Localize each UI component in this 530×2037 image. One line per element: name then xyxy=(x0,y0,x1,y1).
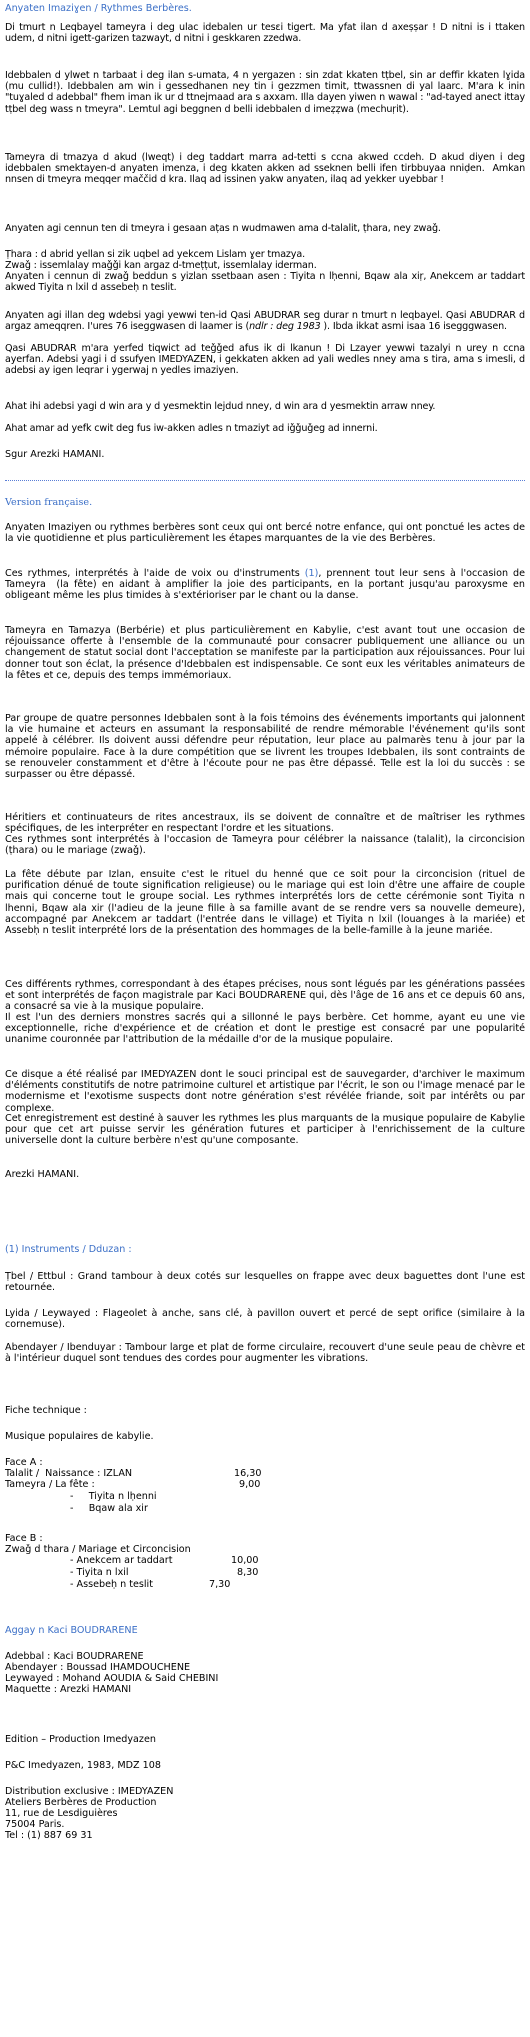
kab-paragraph-5b: Zwaǧ : issemlalay maǧǧi kan argaz d-tmeṭṭut, issemlalay iderman. xyxy=(5,260,317,271)
edition-production: Edition – Production Imedyazen xyxy=(5,1734,156,1745)
fr-paragraph-2b: , prennent tout leur sens à l'occasion de Tameyra (la fête) en aidant à amplifier la joie des participants, en la portant jusqu'au paroxysme en obligeant même les plus timides à s'extérioriser par le chant ou la danse. xyxy=(5,568,529,602)
kab-paragraph-6a: Anyaten agi illan deg wdebsi yagi yewwi ten-id Qasi ABUDRAR seg durar n tmurt n leqbayel. Qasi ABUDRAR d argaz ameqqren. I'ures 76 iseggwasen di laamer is ( xyxy=(5,310,528,333)
kab-paragraph-5c: Anyaten i cennun di zwaǧ beddun s yizlan ssetbaan asen : Tiyita n lḥenni, Bqaw ala xiṛ, Anekcem ar taddart akwed Tiyita n lxil d assebeḥ n teslit. xyxy=(5,271,528,294)
fr-paragraph-7b: Il est l'un des derniers monstres sacrés qui a sillonné le pays berbère. Cet homme, ayant eu une vie exceptionnelle, riche d'expérience et de création et dont le prestige est consacré par une popularité unanime couronnée par l'attribution de la médaille d'or de la musique populaire. xyxy=(5,1012,529,1046)
kab-paragraph-1: Di tmurt n Leqbayel tameyra i deg ulac idebalen ur tesɛi tigert. Ma yfat ilan d axeṣṣar ! D nitni is i ttaken udem, d nitni igett-garizen tazwayt, d nitni i geskkaren zzedwa. xyxy=(5,22,528,45)
face-b-label: Face B : xyxy=(5,1533,43,1544)
edition-copyright: P&C Imedyazen, 1983, MDZ 108 xyxy=(5,1760,161,1771)
fr-paragraph-1: Anyaten Imaziyen ou rythmes berbères sont ceux qui ont bercé notre enfance, qui ont ponctué les actes de la vie quotidienne et plus particulièrement les étapes marquantes de la vie des Berbères. xyxy=(5,522,529,545)
fr-paragraph-2a: Ces rythmes, interprétés à l'aide de voix ou d'instruments xyxy=(5,568,305,579)
credit-leywayed: Leywayed : Mohand AOUDIA & Said CHEBINI xyxy=(5,1673,219,1684)
kab-paragraph-5a: Ṭhara : d abrid yellan si zik uqbel ad yekcem Lislam ɣer tmazya. xyxy=(5,249,305,260)
face-a-label: Face A : xyxy=(5,1457,43,1468)
instrument-tbel: Ṭbel / Ettbul : Grand tambour à deux cotés sur lesquelles on frappe avec deux baguettes dont l'une est retournée. xyxy=(5,1271,529,1294)
header-link[interactable]: Anyaten Imaziɣen / Rythmes Berbères. xyxy=(5,3,192,14)
kab-paragraph-6b: ). Ibda ikkat asmi isaa 16 isegggwasen. xyxy=(320,321,507,333)
footnote-ref-link[interactable]: (1) xyxy=(304,568,319,579)
distribution-line-4: 75004 Paris. xyxy=(5,1819,65,1830)
fr-paragraph-7a: Ces différents rythmes, correspondant à des étapes précises, nous sont légués par les générations passées et sont interprétés de façon magistrale par Kaci BOUDRARENE qui, dès l'âge de 16 ans et ce depuis 60 ans, a consacré sa vie à la musique populaire. xyxy=(5,979,529,1013)
kab-signature: Sgur Arezki HAMANI. xyxy=(5,449,105,460)
aggay-link[interactable]: Aggay n Kaci BOUDRARENE xyxy=(5,1625,138,1636)
kab-paragraph-3: Tameyra di tmazya d akud (lweqt) i deg taddart marra ad-tetti s ccna akwed ccdeh. D akud diyen i deg idebbalen smektayen-d anyaten imenza, i deg kkaten akken ad sseknen belli ifen tirbbuyaa nniḍen. Amkan nnsen di tmeyra meqqer maččid d kra. Ilaq ad issinen yakw anyaten, ilaq ad yekker uyebbar ! xyxy=(5,152,528,186)
distribution-phone: Tel : (1) 887 69 31 xyxy=(5,1830,93,1841)
kab-editor-note: ndlr : deg 1983 xyxy=(249,321,321,333)
credit-adebbal: Adebbal : Kaci BOUDRARENE xyxy=(5,1651,144,1662)
face-b-row-2: - Anekcem ar taddart xyxy=(70,1555,173,1566)
dotted-divider xyxy=(5,480,525,481)
kab-paragraph-6d: Ahat ihi adebsi yagi d win ara y d yesmektin lejdud nney, d win ara d yesmektin arraw nney. xyxy=(5,401,436,412)
fiche-title: Fiche technique : xyxy=(5,1405,87,1416)
fr-signature: Arezki HAMANI. xyxy=(5,1169,80,1180)
face-a-row-3: - Tiyita n lḥenni xyxy=(70,1491,157,1502)
distribution-line-1: Distribution exclusive : IMEDYAZEN xyxy=(5,1786,174,1797)
face-b-row-1: Zwaǧ d thara / Mariage et Circoncision xyxy=(5,1544,191,1555)
face-b-row-3: - Tiyita n lxil xyxy=(70,1567,129,1578)
face-b-row-4: - Assebeḥ n teslit xyxy=(70,1579,153,1590)
fr-paragraph-8b: Cet enregistrement est destiné à sauver les rythmes les plus marquants de la musique populaire de Kabylie pour que cet art puisse servir les génération futures et participer à l'enrichissement de la culture universelle dont la culture berbère n'est qu'une composante. xyxy=(5,1113,529,1147)
face-b-row-4-time: 7,30 xyxy=(209,1579,231,1590)
kab-paragraph-6c: Qasi ABUDRAR m'ara yerfed tiqwict ad teǧǧed afus ik di lkanun ! Di Lzayer yewwi tazalyi n urey n ccna ayerfan. Adebsi yagi i d ssufyen IMEDYAZEN, i gekkaten akken ad yali wedles nney ama s tira, ama s imesli, d adebsi ay igen leqrar i ygerwaj n yedles imaziyen. xyxy=(5,343,528,377)
french-version-link[interactable]: Version française. xyxy=(5,497,93,508)
fr-paragraph-6: La fête débute par Izlan, ensuite c'est le rituel du henné que ce soit pour la circoncision (rituel de purification dénué de toute signification religieuse) ou le mariage qui est loin d'être une affaire de couple mais qui concerne tout le groupe social. Les rythmes interprétés lors de cette cérémonie sont Tiyita n lhenni, Bqaw ala xir (l'adieu de la jeune fille à sa famille avant de se rendre vers sa nouvelle demeure), accompagné par Anekcem ar taddart (l'entrée dans le village) et Tiyita n lxil (louanges à la mariée) et Assebḥ n teslit interprété lors de la présentation des hommages de la belle-famille à la jeune mariée. xyxy=(5,869,529,937)
face-b-row-3-time: 8,30 xyxy=(237,1567,259,1578)
face-a-row-2: Tameyra / La fête : xyxy=(5,1479,95,1490)
credit-abendayer: Abendayer : Boussad IHAMDOUCHENE xyxy=(5,1662,191,1673)
instruments-link[interactable]: (1) Instruments / Dduzan : xyxy=(5,1244,132,1255)
instrument-abendayer: Abendayer / Ibenduyar : Tambour large et plat de forme circulaire, recouvert d'une seule peau de chèvre et à l'intérieur duquel sont tendues des cordes pour augmenter les vibrations. xyxy=(5,1342,529,1365)
face-a-row-1-time: 16,30 xyxy=(234,1468,262,1479)
fr-paragraph-5a: Héritiers et continuateurs de rites ancestraux, ils se doivent de connaître et de maîtriser les rythmes spécifiques, de les interpréter en respectant l'ordre et les situations. xyxy=(5,812,529,835)
kab-paragraph-4: Anyaten agi cennun ten di tmeyra i gesaan aṭas n wudmawen ama d-talalit, ṭhara, ney zwaǧ. xyxy=(5,223,441,234)
fiche-subtitle: Musique populaires de kabylie. xyxy=(5,1431,154,1442)
face-b-row-2-time: 10,00 xyxy=(231,1555,259,1566)
distribution-line-2: Ateliers Berbères de Production xyxy=(5,1797,157,1808)
fr-paragraph-5b: Ces rythmes sont interprétés à l'occasion de Tameyra pour célébrer la naissance (talalit), la circoncision (ṭhara) ou le mariage (zwaǧ). xyxy=(5,834,529,857)
face-a-row-4: - Bqaw ala xir xyxy=(70,1503,148,1514)
face-a-row-2-time: 9,00 xyxy=(239,1479,261,1490)
credit-maquette: Maquette : Arezki HAMANI xyxy=(5,1684,132,1695)
kab-paragraph-6e: Ahat amar ad yefk cwit deg fus iw-akken adles n tmaziyt ad iǧǧuǧeg ad innerni. xyxy=(5,423,378,434)
distribution-line-3: 11, rue de Lesdiguières xyxy=(5,1808,118,1819)
instrument-lyida: Lyida / Leywayed : Flageolet à anche, sans clé, à pavillon ouvert et percé de sept orifice (similaire à la cornemuse). xyxy=(5,1308,529,1331)
fr-paragraph-2 xyxy=(5,568,529,602)
face-a-row-1: Talalit / Naissance : IZLAN xyxy=(5,1468,133,1479)
kab-paragraph-6 xyxy=(5,310,528,333)
kab-paragraph-2: Idebbalen d ylwet n tarbaat i deg ilan s-umata, 4 n yergazen : sin zdat kkaten tṭbel, sin ar deffir kkaten lɣida (mu cullid!). Idebbalen am win i gessedhanen ney tin i gezzmen timit, ttwassnen di yal laarc. M'ara k inin "tuɣaled d adebbal" fhem iman ik ur d ttnejmaad ara s axxam. Illa dayen yiwen n wawal : "ad-tayed anect ittay tṭbel deg wass n tmeyra". Lemtul agi beggnen d belli idebbalen d imeẓẓwa (mechuṛit). xyxy=(5,70,528,115)
fr-paragraph-3: Tameyra en Tamazya (Berbérie) et plus particulièrement en Kabylie, c'est avant tout une occasion de réjouissance offerte à l'ensemble de la communauté pour consacrer publiquement une alliance ou un changement de statut social dont l'acceptation se manifeste par la participation aux réjouissances. Pour lui donner tout son éclat, la présence d'Idebbalen est indispensable. Ce sont eux les véritables animateurs de la fêtes et ce, depuis des temps immémoriaux. xyxy=(5,625,529,681)
fr-paragraph-4: Par groupe de quatre personnes Idebbalen sont à la fois témoins des événements importants qui jalonnent la vie humaine et acteurs en assumant la responsabilité de rendre mémorable l'événement qu'ils sont appelé à célébrer. Ils doivent aussi défendre peur réputation, leur place au palmarès tenu à jour par la mémoire populaire. Face à la dure compétition que se livrent les troupes Idebbalen, ils sont contraints de se renouveler constamment et d'être à l'écoute pour ne pas être dépassé. Telle est la loi du succès : se surpasser ou être dépassé. xyxy=(5,713,529,781)
fr-paragraph-8a: Ce disque a été réalisé par IMEDYAZEN dont le souci principal est de sauvegarder, d'archiver le maximum d'éléments constitutifs de notre patrimoine culturel et artistique par l'écrit, le son ou l'image menacé par le modernisme et l'exotisme suspects dont notre génération s'est révélée friande, soit par intérêts ou par complexe. xyxy=(5,1069,529,1114)
